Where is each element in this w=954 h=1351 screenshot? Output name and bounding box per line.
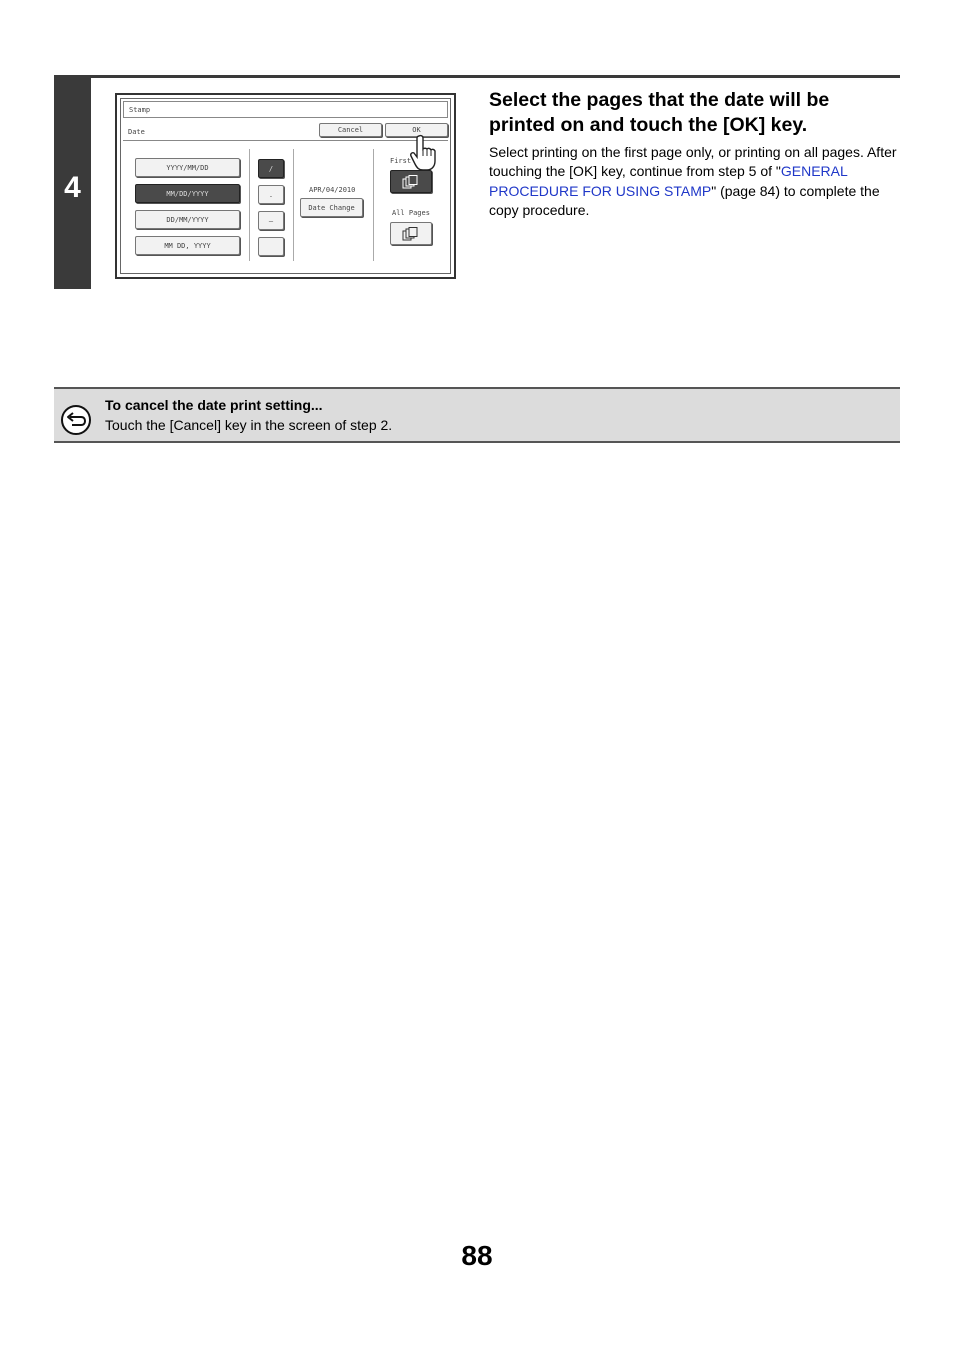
ok-button[interactable]: OK	[385, 123, 448, 137]
divider	[373, 149, 374, 261]
return-arrow-icon	[60, 404, 92, 436]
separator-dash-button[interactable]: –	[258, 211, 284, 230]
step-description	[489, 143, 899, 220]
separator-dot-button[interactable]: .	[258, 185, 284, 204]
first-page-button[interactable]	[390, 170, 432, 193]
step-number: 4	[64, 171, 81, 204]
note-text: Touch the [Cancel] key in the screen of step 2.	[105, 417, 393, 433]
step-divider-line	[91, 75, 900, 78]
divider	[249, 149, 250, 261]
hand-pointer-icon	[407, 134, 443, 172]
date-change-button[interactable]: Date Change	[300, 198, 363, 217]
step-heading: Select the pages that the date will be printed on and touch the [OK] key.	[489, 89, 830, 136]
screen-title-bar	[123, 101, 448, 118]
screen-title: Stamp	[129, 106, 151, 114]
format-yyyy-mm-dd-button[interactable]: YYYY/MM/DD	[135, 158, 240, 177]
current-date-value: APR/04/2010	[309, 186, 356, 194]
pages-icon	[402, 227, 420, 241]
cancel-button[interactable]: Cancel	[319, 123, 382, 137]
format-mm-dd-comma-yyyy-button[interactable]: MM DD, YYYY	[135, 236, 240, 255]
general-procedure-link[interactable]: GENERAL PROCEDURE FOR USING STAMP	[489, 163, 848, 199]
description-text: Select printing on the first page only, or printing on all pages. After touching the [OK] key, continue from step 5 of "	[489, 144, 897, 180]
format-mm-dd-yyyy-button[interactable]: MM/DD/YYYY	[135, 184, 240, 203]
separator-slash-button[interactable]: /	[258, 159, 284, 178]
note-box	[54, 387, 900, 443]
all-pages-label: All Pages	[392, 209, 430, 217]
pages-icon	[402, 175, 420, 189]
panel-frame	[120, 98, 451, 274]
all-pages-button[interactable]	[390, 222, 432, 245]
page-number: 88	[461, 1240, 493, 1271]
description-text-end: " (page 84) to complete the copy procedure.	[489, 182, 880, 218]
format-dd-mm-yyyy-button[interactable]: DD/MM/YYYY	[135, 210, 240, 229]
first-page-label: First	[390, 157, 412, 165]
note-title: To cancel the date print setting...	[105, 397, 323, 413]
divider	[293, 149, 294, 261]
date-section-label: Date	[128, 128, 145, 136]
separator-none-button[interactable]	[258, 237, 284, 256]
touch-panel-screenshot	[115, 93, 456, 279]
